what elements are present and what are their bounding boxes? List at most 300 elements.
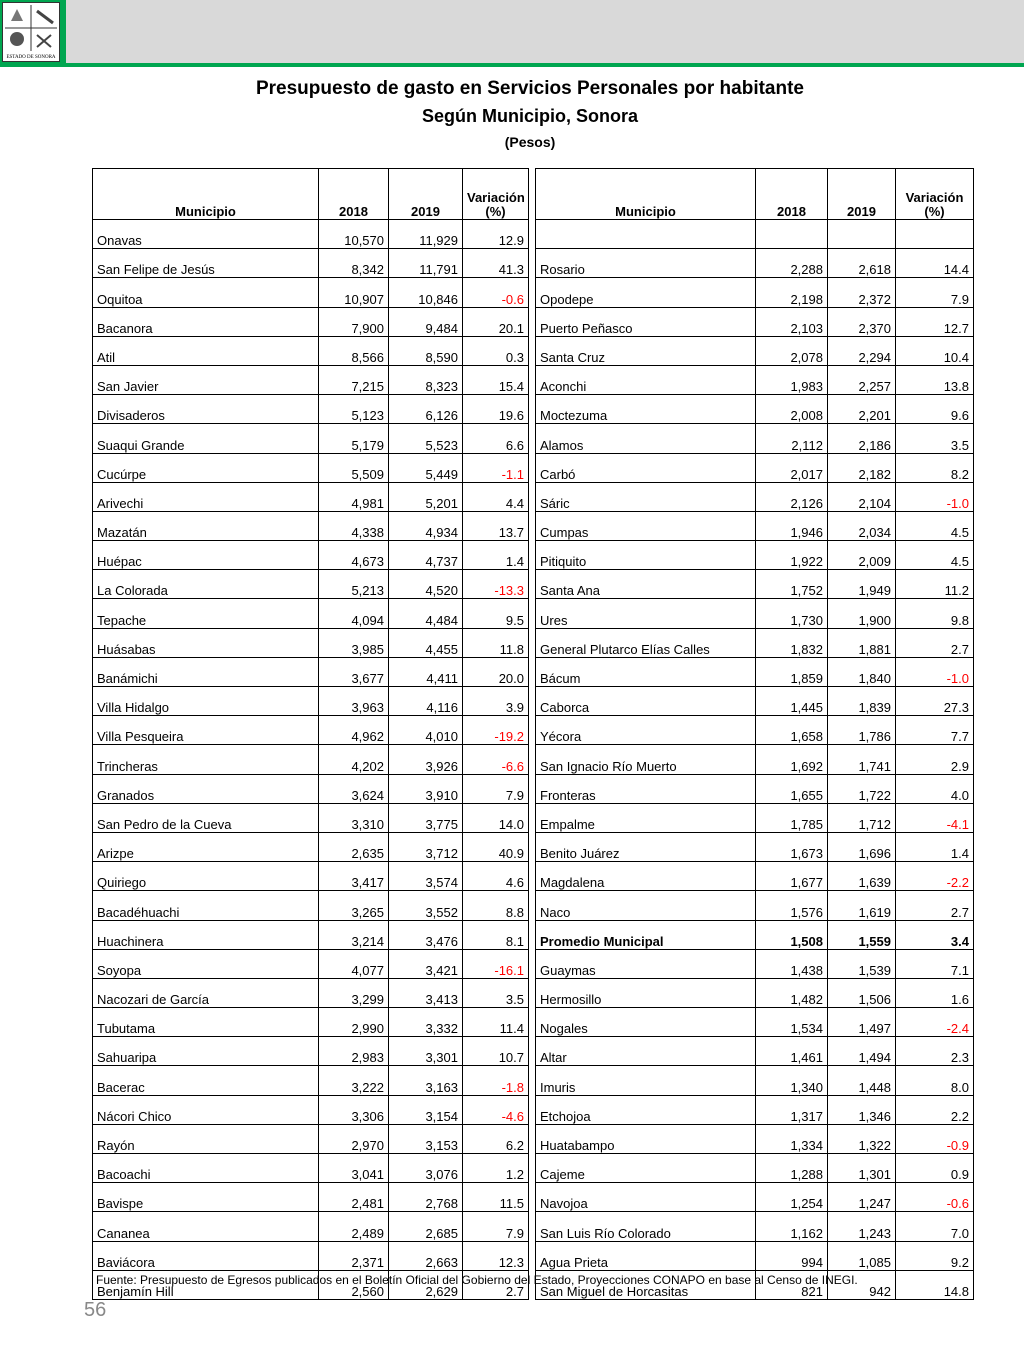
cell-2019: 2,663 [389,1241,463,1270]
cell-2019: 2,009 [828,541,896,570]
cell-municipio: Suaqui Grande [93,424,319,453]
cell-variacion: 2.2 [896,1095,974,1124]
table-row [93,278,529,307]
cell-2018: 1,946 [756,511,828,540]
cell-2018: 821 [756,1270,828,1299]
cell-2018: 2,078 [756,336,828,365]
col-header-2019: 2019 [389,169,463,220]
cell-variacion: 8.1 [463,920,529,949]
cell-variacion: -1.1 [463,453,529,482]
col-header-variacion [896,169,974,220]
table-row [536,1008,974,1037]
table-row [93,395,529,424]
cell-2019: 2,370 [828,307,896,336]
cell-municipio: Nogales [536,1008,756,1037]
cell-2019: 3,712 [389,832,463,861]
cell-municipio: Moctezuma [536,395,756,424]
cell-2019: 2,034 [828,511,896,540]
table-row [536,220,974,249]
cell-variacion: 14.4 [896,249,974,278]
cell-2019: 4,455 [389,628,463,657]
cell-2019: 8,590 [389,336,463,365]
cell-municipio: Caborca [536,687,756,716]
cell-municipio: Cananea [93,1212,319,1241]
cell-2019: 1,247 [828,1183,896,1212]
cell-2018: 3,963 [319,687,389,716]
cell-municipio: Sahuaripa [93,1037,319,1066]
cell-municipio: Pitiquito [536,541,756,570]
cell-2018: 2,008 [756,395,828,424]
cell-variacion: 6.6 [463,424,529,453]
table-row [536,891,974,920]
cell-municipio: Ures [536,599,756,628]
cell-2019: 1,900 [828,599,896,628]
table-row [93,687,529,716]
cell-variacion: 6.2 [463,1124,529,1153]
cell-2019: 1,539 [828,949,896,978]
cell-2018: 1,445 [756,687,828,716]
cell-2019: 1,881 [828,628,896,657]
cell-2018: 3,417 [319,862,389,891]
cell-2019: 1,839 [828,687,896,716]
cell-2018: 10,570 [319,220,389,249]
cell-2018: 1,576 [756,891,828,920]
cell-2019: 2,257 [828,365,896,394]
cell-variacion: 2.7 [896,891,974,920]
cell-variacion: -16.1 [463,949,529,978]
cell-variacion: 14.8 [896,1270,974,1299]
cell-2018: 5,213 [319,570,389,599]
cell-2018: 1,730 [756,599,828,628]
cell-variacion: 14.0 [463,803,529,832]
table-row [93,336,529,365]
table-row [93,599,529,628]
cell-2019: 3,926 [389,745,463,774]
cell-municipio: Rosario [536,249,756,278]
cell-2018: 3,306 [319,1095,389,1124]
cell-2019: 1,639 [828,862,896,891]
table-row [536,1095,974,1124]
table-row [93,424,529,453]
cell-variacion: 2.7 [896,628,974,657]
cell-2019: 2,618 [828,249,896,278]
cell-variacion: 20.0 [463,657,529,686]
cell-municipio: Rayón [93,1124,319,1153]
cell-2018: 1,508 [756,920,828,949]
cell-2019: 2,104 [828,482,896,511]
cell-2019: 6,126 [389,395,463,424]
cell-2019: 3,910 [389,774,463,803]
cell-2018: 1,692 [756,745,828,774]
table-row [536,628,974,657]
cell-municipio: Santa Ana [536,570,756,599]
cell-municipio: Carbó [536,453,756,482]
cell-2019: 1,741 [828,745,896,774]
cell-municipio: Guaymas [536,949,756,978]
table-row [93,307,529,336]
cell-variacion: 1.4 [896,832,974,861]
table-row [93,453,529,482]
cell-2018: 3,041 [319,1154,389,1183]
cell-2018: 8,566 [319,336,389,365]
cell-municipio: Soyopa [93,949,319,978]
table-row [93,1037,529,1066]
cell-2018: 1,288 [756,1154,828,1183]
cell-municipio: Yécora [536,716,756,745]
cell-2018: 1,922 [756,541,828,570]
cell-variacion: 27.3 [896,687,974,716]
cell-municipio: Santa Cruz [536,336,756,365]
cell-municipio: Bacanora [93,307,319,336]
cell-variacion: 19.6 [463,395,529,424]
table-row [536,803,974,832]
cell-municipio: Divisaderos [93,395,319,424]
cell-2019: 3,775 [389,803,463,832]
cell-2019: 4,934 [389,511,463,540]
cell-2019: 1,949 [828,570,896,599]
cell-2019: 3,301 [389,1037,463,1066]
cell-variacion: 15.4 [463,365,529,394]
cell-2019: 2,629 [389,1270,463,1299]
cell-municipio: San Javier [93,365,319,394]
cell-municipio: Trincheras [93,745,319,774]
cell-2019: 4,737 [389,541,463,570]
cell-2019: 5,201 [389,482,463,511]
cell-variacion: 11.2 [896,570,974,599]
cell-2018: 1,317 [756,1095,828,1124]
cell-2018: 3,310 [319,803,389,832]
table-row [93,482,529,511]
left-data-table [92,168,529,1300]
cell-variacion: 3.5 [896,424,974,453]
cell-variacion: 12.7 [896,307,974,336]
table-row [536,424,974,453]
cell-2019: 1,494 [828,1037,896,1066]
cell-2018: 1,534 [756,1008,828,1037]
table-row [536,832,974,861]
cell-variacion: 11.4 [463,1008,529,1037]
cell-2019: 1,497 [828,1008,896,1037]
cell-variacion: 0.9 [896,1154,974,1183]
cell-variacion: 9.8 [896,599,974,628]
percent-label: (%) [485,204,506,219]
cell-variacion: 4.6 [463,862,529,891]
table-row [536,249,974,278]
table-row [93,1241,529,1270]
cell-municipio: Tepache [93,599,319,628]
cell-municipio: Hermosillo [536,978,756,1007]
cell-variacion: -4.1 [896,803,974,832]
cell-2018: 1,482 [756,978,828,1007]
table-row [93,511,529,540]
col-header-municipio: Municipio [93,169,319,220]
table-row [93,862,529,891]
cell-2018: 1,785 [756,803,828,832]
cell-2018: 3,222 [319,1066,389,1095]
table-row [536,920,974,949]
table-row [536,307,974,336]
cell-2018: 2,112 [756,424,828,453]
cell-variacion: -4.6 [463,1095,529,1124]
cell-variacion: -19.2 [463,716,529,745]
cell-municipio: Altar [536,1037,756,1066]
cell-municipio: Etchojoa [536,1095,756,1124]
cell-variacion: 9.5 [463,599,529,628]
cell-variacion: -0.9 [896,1124,974,1153]
table-row [93,1008,529,1037]
variacion-label: Variación [905,190,964,205]
table-row [536,511,974,540]
col-header-2019: 2019 [828,169,896,220]
cell-2018: 2,017 [756,453,828,482]
cell-2019: 1,301 [828,1154,896,1183]
cell-2019: 1,322 [828,1124,896,1153]
table-row [536,1124,974,1153]
cell-municipio: Magdalena [536,862,756,891]
table-row [93,745,529,774]
cell-2018: 1,859 [756,657,828,686]
cell-variacion: 9.6 [896,395,974,424]
table-row [536,395,974,424]
cell-variacion: 9.2 [896,1241,974,1270]
cell-2018: 3,985 [319,628,389,657]
col-header-2018: 2018 [319,169,389,220]
cell-municipio: Villa Hidalgo [93,687,319,716]
cell-municipio: Aconchi [536,365,756,394]
cell-2018: 2,990 [319,1008,389,1037]
cell-municipio: Agua Prieta [536,1241,756,1270]
cell-2018: 4,962 [319,716,389,745]
cell-municipio: Navojoa [536,1183,756,1212]
col-header-variacion [463,169,529,220]
table-row [536,657,974,686]
cell-municipio: Opodepe [536,278,756,307]
cell-2019: 4,116 [389,687,463,716]
table-row [536,541,974,570]
cell-variacion: 3.4 [896,920,974,949]
cell-municipio: San Ignacio Río Muerto [536,745,756,774]
cell-variacion: 4.5 [896,511,974,540]
cell-municipio: Baviácora [93,1241,319,1270]
cell-variacion: -2.4 [896,1008,974,1037]
cell-variacion: 40.9 [463,832,529,861]
table-row [536,336,974,365]
cell-variacion: 13.8 [896,365,974,394]
table-row [93,920,529,949]
cell-2018: 1,438 [756,949,828,978]
cell-2019: 4,010 [389,716,463,745]
cell-2019: 5,523 [389,424,463,453]
cell-2019: 5,449 [389,453,463,482]
variacion-label: Variación [467,190,525,205]
table-row [536,1212,974,1241]
cell-variacion: 7.1 [896,949,974,978]
cell-2018: 7,900 [319,307,389,336]
cell-municipio: Mazatán [93,511,319,540]
cell-variacion: 4.0 [896,774,974,803]
cell-variacion: 2.3 [896,1037,974,1066]
cell-municipio: Huásabas [93,628,319,657]
cell-variacion: 1.4 [463,541,529,570]
cell-municipio: Benito Juárez [536,832,756,861]
source-note: Fuente: Presupuesto de Egresos publicados en el Boletín Oficial del Gobierno del Estado, Proyecciones CONAPO en base al Censo de INEGI. [96,1273,858,1287]
table-row [536,278,974,307]
cell-2018: 1,752 [756,570,828,599]
cell-municipio: Quiriego [93,862,319,891]
cell-2018: 4,338 [319,511,389,540]
cell-2018: 1,673 [756,832,828,861]
cell-2018: 2,489 [319,1212,389,1241]
cell-2019: 3,476 [389,920,463,949]
cell-municipio: Bavispe [93,1183,319,1212]
cell-2018: 1,677 [756,862,828,891]
cell-2019: 3,413 [389,978,463,1007]
cell-2018: 4,094 [319,599,389,628]
table-row [93,1095,529,1124]
cell-2019: 3,154 [389,1095,463,1124]
cell-municipio: Naco [536,891,756,920]
table-row [536,687,974,716]
cell-municipio: Huachinera [93,920,319,949]
cell-municipio: Nácori Chico [93,1095,319,1124]
cell-2018: 3,677 [319,657,389,686]
cell-variacion: -0.6 [463,278,529,307]
cell-2018: 3,265 [319,891,389,920]
cell-variacion: 20.1 [463,307,529,336]
cell-2018: 2,970 [319,1124,389,1153]
cell-2019: 2,201 [828,395,896,424]
cell-2018: 8,342 [319,249,389,278]
table-row [536,716,974,745]
table-row [536,1183,974,1212]
cell-2019: 11,929 [389,220,463,249]
cell-variacion [896,220,974,249]
cell-2018: 2,288 [756,249,828,278]
cell-2018: 10,907 [319,278,389,307]
cell-municipio: Granados [93,774,319,803]
cell-2019: 1,346 [828,1095,896,1124]
table-row [536,365,974,394]
table-row [93,628,529,657]
cell-variacion: 2.9 [896,745,974,774]
table-row [93,657,529,686]
cell-2019: 1,506 [828,978,896,1007]
cell-2019: 1,243 [828,1212,896,1241]
page-title: Presupuesto de gasto en Servicios Personales por habitante [255,78,804,99]
cell-2019: 1,448 [828,1066,896,1095]
cell-variacion: 8.0 [896,1066,974,1095]
cell-2018: 4,673 [319,541,389,570]
cell-municipio: Villa Pesqueira [93,716,319,745]
cell-municipio: Cumpas [536,511,756,540]
cell-2019: 1,559 [828,920,896,949]
cell-2019: 1,722 [828,774,896,803]
cell-municipio: General Plutarco Elías Calles [536,628,756,657]
table-row [93,1212,529,1241]
cell-variacion: 1.2 [463,1154,529,1183]
table-header-row [93,169,529,220]
cell-2019: 1,085 [828,1241,896,1270]
cell-municipio: Benjamín Hill [93,1270,319,1299]
cell-variacion: -2.2 [896,862,974,891]
coat-of-arms-icon [3,3,59,53]
cell-2018: 3,299 [319,978,389,1007]
table-row [536,599,974,628]
cell-variacion: -13.3 [463,570,529,599]
cell-municipio: Cajeme [536,1154,756,1183]
cell-municipio: Promedio Municipal [536,920,756,949]
cell-variacion: -1.0 [896,482,974,511]
col-header-2018: 2018 [756,169,828,220]
cell-2019: 1,840 [828,657,896,686]
cell-2018: 5,179 [319,424,389,453]
cell-variacion: 12.3 [463,1241,529,1270]
cell-2018: 2,481 [319,1183,389,1212]
cell-2018 [756,220,828,249]
cell-municipio: Huépac [93,541,319,570]
table-row [93,541,529,570]
cell-municipio: Bacerac [93,1066,319,1095]
cell-municipio: San Luis Río Colorado [536,1212,756,1241]
cell-municipio: Arivechi [93,482,319,511]
table-row [93,1154,529,1183]
cell-2019: 3,552 [389,891,463,920]
cell-variacion: 10.4 [896,336,974,365]
cell-municipio: Tubutama [93,1008,319,1037]
table-row [93,803,529,832]
table-row [93,249,529,278]
cell-2019: 3,153 [389,1124,463,1153]
table-row [536,862,974,891]
cell-2018: 4,202 [319,745,389,774]
cell-variacion: 1.6 [896,978,974,1007]
green-accent-stripe [0,63,1024,67]
cell-2019: 1,696 [828,832,896,861]
cell-municipio: Fronteras [536,774,756,803]
cell-2018: 1,658 [756,716,828,745]
table-row [536,1241,974,1270]
cell-2018: 2,198 [756,278,828,307]
table-header-row [536,169,974,220]
cell-2018: 5,509 [319,453,389,482]
cell-2018: 1,983 [756,365,828,394]
top-header-bar [0,0,1024,66]
cell-variacion: 7.9 [896,278,974,307]
cell-municipio: San Miguel de Horcasitas [536,1270,756,1299]
cell-variacion: 11.8 [463,628,529,657]
cell-2019: 1,619 [828,891,896,920]
cell-2018: 2,371 [319,1241,389,1270]
table-row [536,774,974,803]
cell-municipio: Arizpe [93,832,319,861]
cell-municipio: Bacadéhuachi [93,891,319,920]
table-row [93,570,529,599]
cell-2018: 1,254 [756,1183,828,1212]
cell-2019: 3,076 [389,1154,463,1183]
cell-2019: 3,421 [389,949,463,978]
table-row [93,891,529,920]
cell-variacion: 7.9 [463,774,529,803]
cell-variacion: 12.9 [463,220,529,249]
table-row [536,949,974,978]
cell-2019: 4,484 [389,599,463,628]
cell-2019: 3,163 [389,1066,463,1095]
cell-municipio: Puerto Peñasco [536,307,756,336]
cell-2018: 5,123 [319,395,389,424]
cell-2019: 942 [828,1270,896,1299]
cell-2019: 2,768 [389,1183,463,1212]
cell-municipio: Alamos [536,424,756,453]
